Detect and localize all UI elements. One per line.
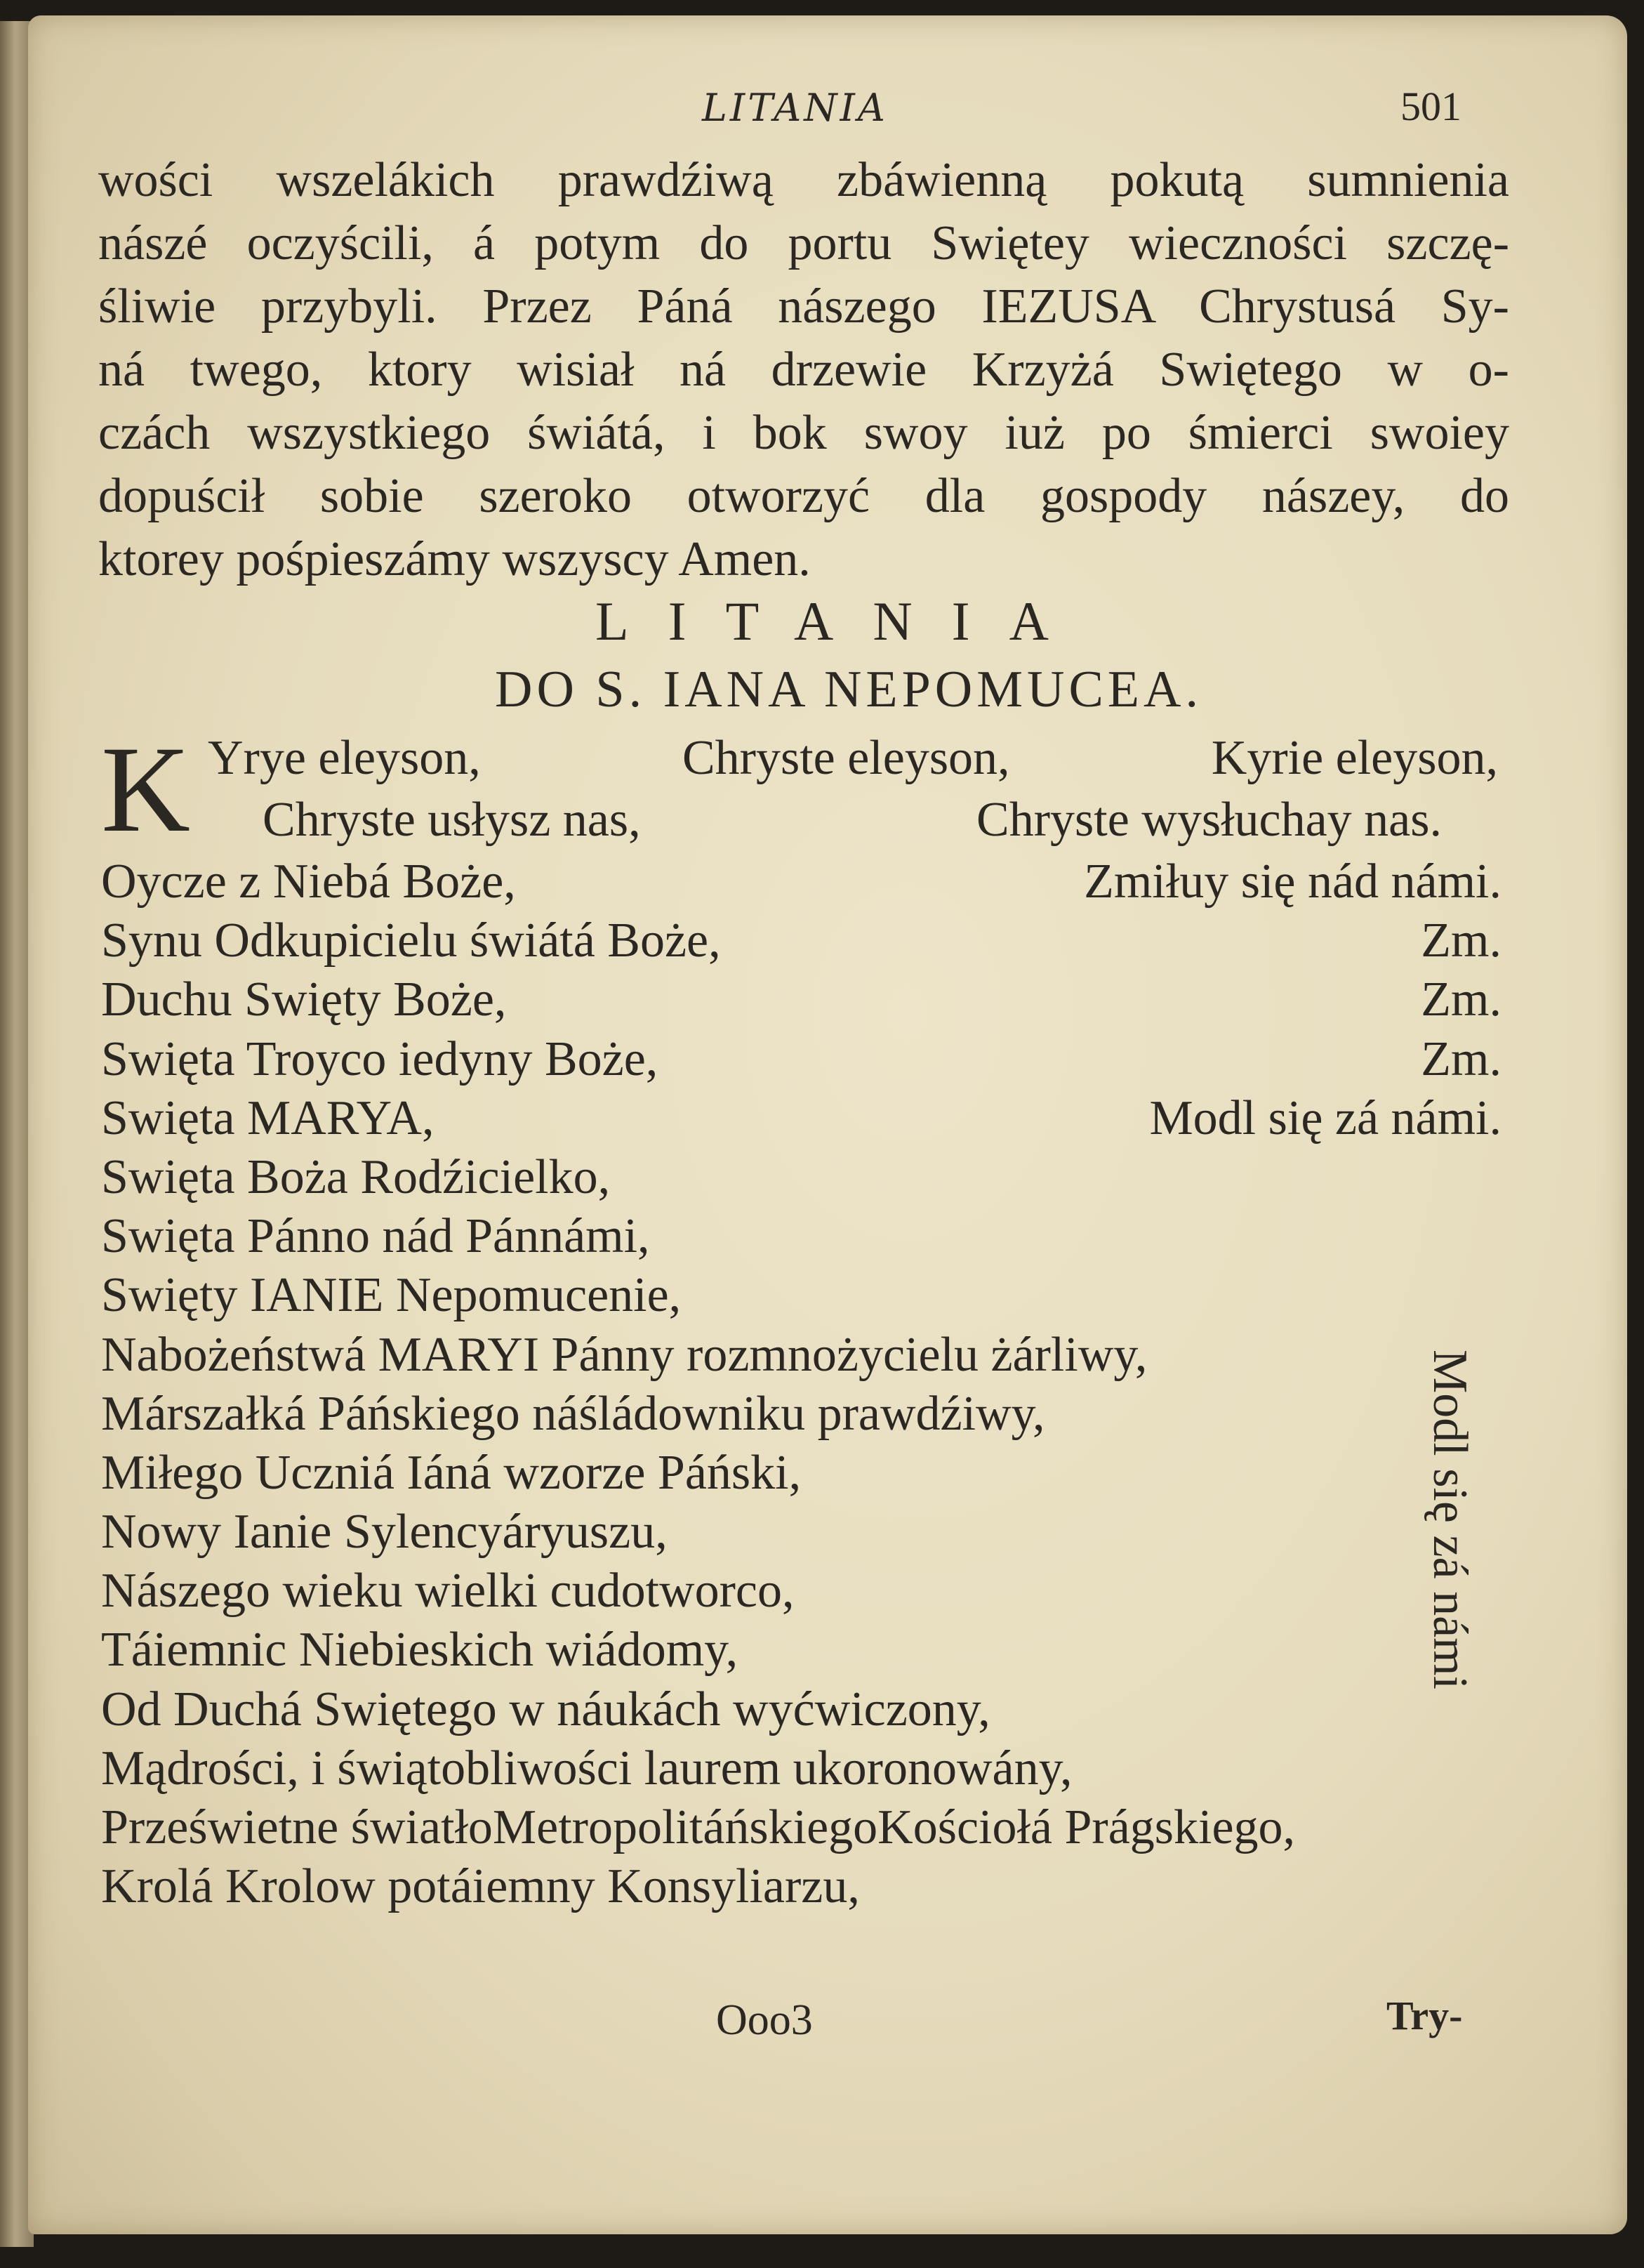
invocation-text: Táiemnic Niebieskich wiádomy, [101, 1623, 738, 1677]
invocation-response: Modl się zá námi. [1149, 1090, 1502, 1145]
invocation-text: Oycze z Niebá Boże, [101, 855, 516, 909]
kyrie-phrase: Kyrie eleyson, [1211, 731, 1498, 785]
invocation-response: Zmiłuy się nád námi. [1084, 855, 1502, 909]
invocation-line [101, 1385, 1502, 1444]
prose-line: nászé oczyścili, á potym do portu Swiętey wieczności szczę- [98, 216, 1509, 270]
invocation-text: Márszałká Páńskiego náśládowniku prawdźiwy, [101, 1386, 1045, 1441]
invocation-text: Od Duchá Swiętego w náukách wyćwiczony, [101, 1682, 990, 1736]
invocation-text: Krolá Krolow potáiemny Konsyliarzu, [101, 1859, 860, 1914]
invocation-text: Mądrości, i świątobliwości laurem ukoronowány, [101, 1741, 1073, 1795]
invocation-line [101, 852, 1502, 911]
kyrie-phrase: Chryste wysłuchay nas. [976, 793, 1442, 847]
prose-line: ktorey pośpieszámy wszyscy Amen. [98, 532, 811, 586]
kyrie-block [101, 721, 1498, 858]
invocation-line [101, 1266, 1502, 1325]
litany-subtitle: DO S. IANA NEPOMUCEA. [495, 661, 1202, 718]
book-page [28, 15, 1627, 2234]
signature-mark: Ooo3 [716, 1996, 813, 2044]
drop-cap: K [101, 721, 191, 858]
invocation-line [101, 1089, 1502, 1148]
invocation-line [101, 1030, 1502, 1089]
kyrie-row [208, 730, 1498, 786]
invocation-line [101, 1326, 1502, 1385]
prayer-text [98, 149, 1509, 591]
invocation-text: Swięty IANIE Nepomucenie, [101, 1268, 682, 1323]
running-head: LITANIA [702, 86, 888, 130]
invocation-line [101, 1444, 1502, 1503]
invocation-text: Nowy Ianie Sylencyáryuszu, [101, 1505, 668, 1560]
litany-title: LITANIA [595, 591, 1088, 652]
invocation-line [101, 1207, 1502, 1266]
prose-line: dopuścił sobie szeroko otworzyć dla gospody nászey, do [98, 469, 1509, 523]
invocation-line [101, 1148, 1502, 1207]
invocation-line [101, 1857, 1502, 1916]
kyrie-phrase: Chryste usłysz nas, [263, 793, 641, 847]
invocation-line [101, 1798, 1502, 1857]
invocation-text: Nászego wieku wielki cudotworco, [101, 1564, 795, 1618]
invocation-list [101, 852, 1502, 1916]
kyrie-phrase: Chryste eleyson, [682, 731, 1010, 785]
invocation-response: Zm. [1421, 1031, 1502, 1086]
page-number: 501 [1400, 84, 1461, 129]
invocation-response: Zm. [1421, 973, 1502, 1027]
invocation-line [101, 1739, 1502, 1798]
invocation-text: Swięta Pánno nád Pánnámi, [101, 1209, 650, 1264]
invocation-line [101, 911, 1502, 970]
invocation-text: Swięta Boża Rodźicielko, [101, 1149, 611, 1204]
prose-line: śliwie przybyli. Przez Páná nászego IEZUSA Chrystusá Sy- [98, 279, 1509, 334]
invocation-line [101, 1562, 1502, 1621]
invocation-line [101, 970, 1502, 1029]
kyrie-row [263, 792, 1442, 848]
invocation-text: Duchu Swięty Boże, [101, 973, 507, 1027]
invocation-text: Swięta Troyco iedyny Boże, [101, 1031, 658, 1086]
invocation-text: Synu Odkupicielu świátá Boże, [101, 914, 721, 968]
prose-line: ná twego, ktory wisiał ná drzewie Krzyżá Swiętego w o- [98, 343, 1509, 397]
kyrie-phrase: Yrye eleyson, [208, 731, 481, 785]
invocation-text: Prześwietne światłoMetropolitáńskiegoKościołá Prágskiego, [101, 1800, 1296, 1854]
invocation-text: Miłego Uczniá Iáná wzorze Páński, [101, 1445, 802, 1500]
catchword: Try- [1386, 1993, 1463, 2038]
invocation-line [101, 1680, 1502, 1739]
invocation-response: Zm. [1421, 914, 1502, 968]
invocation-text: Nabożeństwá MARYI Pánny rozmnożycielu żárliwy, [101, 1327, 1148, 1382]
vertical-response: Modl się zá námi [1423, 1350, 1477, 1690]
invocation-text: Swięta MARYA, [101, 1090, 435, 1145]
prose-line: czách wszystkiego świátá, i bok swoy iuż po śmierci swoiey [98, 406, 1509, 460]
prose-line: wości wszelákich prawdźiwą zbáwienną pokutą sumnienia [98, 153, 1509, 207]
invocation-line [101, 1503, 1502, 1562]
invocation-line [101, 1621, 1502, 1680]
